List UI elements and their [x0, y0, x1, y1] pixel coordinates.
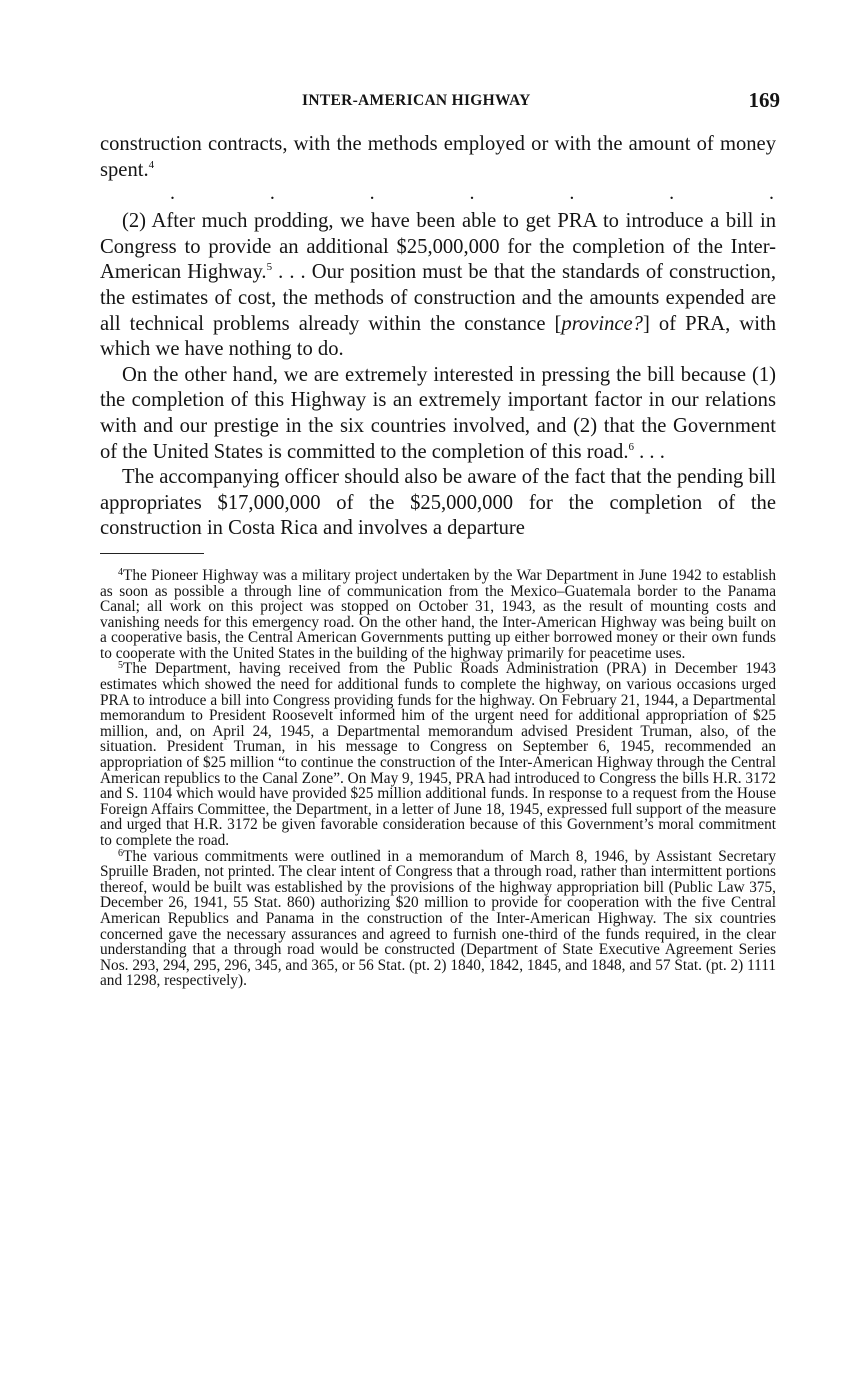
footnote-mark: 5 — [118, 660, 123, 672]
body-text — [100, 132, 776, 542]
footnote-text: The various commitments were outlined in a memorandum of March 8, 1946, by Assistant Secretary Spruille Braden, not printed. The clear intent of Congress that a through road, rather than intermittent portions thereof, would be built was established by the provisions of the highway appropriation bill (Public Law 375, December 26, 1941, 55 Stat. 860) authorizing $20 million to provide for cooperation with the five Central American Republics and Panama in the construction of the Inter-American Highway. The six countries concerned gave the necessary assurances and agreed to furnish one-third of the funds required, in the clear understanding that a through road would be constructed (Department of State Executive Agreement Series Nos. 293, 294, 295, 296, 345, and 365, or 56 Stat. (pt. 2) 1840, 1842, 1845, and 1848, and 57 Stat. (pt. 2) 1111 and 1298, respectively). — [100, 847, 776, 990]
document-page — [100, 88, 780, 990]
footnote-6 — [100, 849, 776, 989]
footnote-reference-5: 5 — [266, 261, 273, 274]
ellipsis-dot: . — [569, 182, 575, 205]
ellipsis-dot: . — [469, 182, 475, 205]
running-head — [100, 88, 780, 116]
paragraph-4: The accompanying officer should also be aware of the fact that the pending bill appropriates $17,000,000 of the $25,000,000 for the completion of the construction in Costa Rica and involves a departure — [100, 466, 776, 540]
running-title: INTER-AMERICAN HIGHWAY — [302, 92, 531, 109]
footnote-4 — [100, 568, 776, 662]
page-number: 169 — [748, 88, 780, 112]
ellipsis-dot: . — [768, 182, 774, 205]
footnote-5 — [100, 661, 776, 848]
ellipsis-dot: . — [170, 182, 175, 205]
ellipsis-dot: . — [369, 182, 375, 205]
paragraph-text: construction contracts, with the methods employed or with the amount of money spent. — [100, 133, 776, 181]
paragraph-3 — [100, 363, 776, 465]
footnote-reference-4: 4 — [148, 158, 155, 171]
paragraph-text: . . . — [633, 440, 665, 463]
footnotes — [100, 568, 776, 989]
ellipsis-dot: . — [669, 182, 675, 205]
paragraph-continuation — [100, 132, 776, 183]
ellipsis-dot: . — [269, 182, 275, 205]
footnote-divider — [100, 553, 204, 554]
ellipsis-row — [100, 183, 776, 209]
footnote-mark: 4 — [118, 566, 123, 578]
footnote-text: The Pioneer Highway was a military project undertaken by the War Department in June 1942 to establish as soon as possible a through line of communication from the Mexico–Guatemala border to the Panama Canal; all work on this project was stopped on October 31, 1943, as the result of mounting costs and vanishing needs for this emergency road. On the other hand, the Inter-American Highway was being built on a cooperative basis, the Central American Governments putting up either borrowed money or their own funds to cooperate with the United States in the building of the highway primarily for peacetime uses. — [100, 566, 776, 662]
italic-insertion: province? — [561, 312, 643, 335]
footnote-mark: 6 — [118, 847, 123, 859]
paragraph-text: (2) After much prodding, we have been able to get PRA to introduce a bill in Congress to provide an additional $25,000,000 for the completion of the Inter-American Highway. — [100, 210, 776, 284]
paragraph-text: On the other hand, we are extremely interested in pressing the bill because (1) the completion of this Highway is an extremely important factor in our relations with and our prestige in the six countries involved, and (2) that the Government of the United States is committed to the completion of this road. — [100, 363, 776, 463]
paragraph-text: . . . Our position must be that the standards of construction, the estimates of cost, the methods of construction and the amounts expended are all technical problems already within the constance [ — [100, 261, 776, 335]
paragraph-text: ] of PRA, with which we have nothing to do. — [100, 312, 776, 361]
footnote-text: The Department, having received from the Public Roads Administration (PRA) in December 1943 estimates which showed the need for additional funds to complete the highway, on various occasions urged PRA to introduce a bill into Congress providing funds for the highway. On February 21, 1944, a Departmental memorandum to President Roosevelt informed him of the urgent need for additional appropriation of $25 million, and, on April 24, 1945, a Departmental memorandum advised President Truman, also, of the situation. President Truman, in his message to Congress on September 6, 1945, recommended an appropriation of $25 million “to continue the construction of the Inter-American Highway through the Central American republics to the Canal Zone”. On May 9, 1945, PRA had introduced to Congress the bills H.R. 3172 and S. 1104 which would have provided $25 million additional funds. In response to a request from the House Foreign Affairs Committee, the Department, in a letter of June 18, 1945, expressed full support of the measure and urged that H.R. 3172 be given favorable consideration because of this Government’s moral commitment to complete the road. — [100, 660, 776, 849]
footnote-reference-6: 6 — [628, 440, 634, 453]
paragraph-2 — [100, 209, 776, 363]
